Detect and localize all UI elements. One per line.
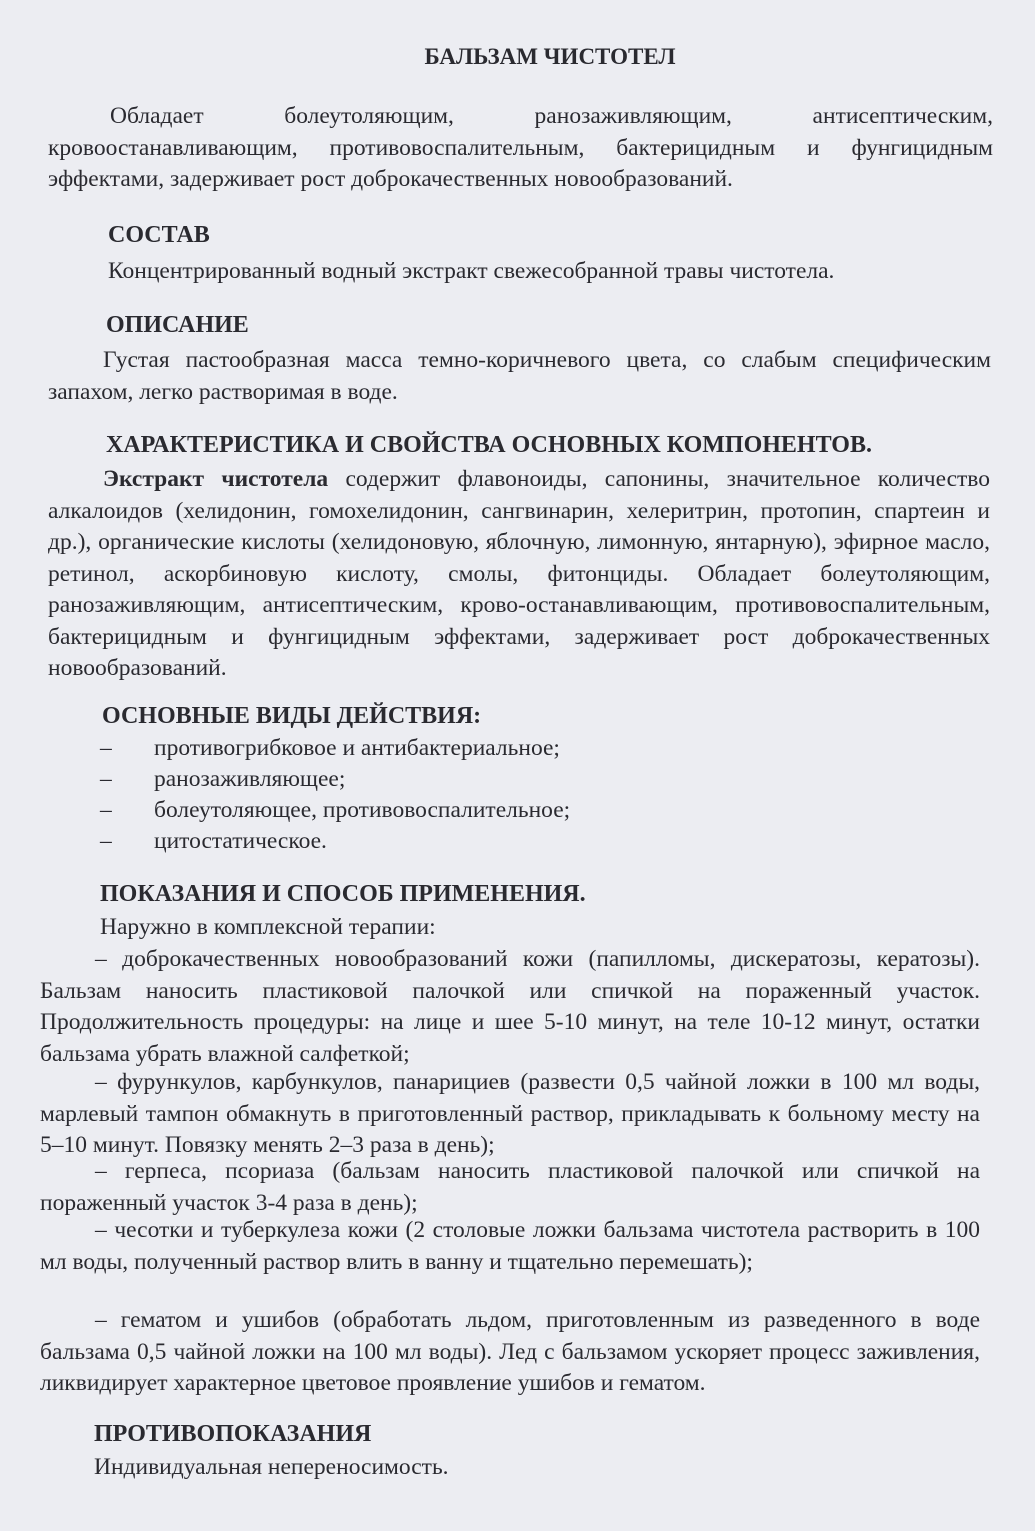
list-item xyxy=(100,826,327,858)
harakteristika-body: содержит флавоноиды, сапонины, значительное количество алкалоидов (хелидонин, гомохелидонин, сангвинарин, хелеритрин, протопин, спартеин и др.), органические кислоты (хелидоновую, яблочную, лимонную, янтарную), эфирное масло, ретинол, аскорбиновую кислоту, смолы, фитонциды. Обладает болеутоляющим, ранозаживляющим, антисептическим, крово-останавливающим, противовоспалительным, бактерицидным и фунгицидным эффектами, задерживает рост доброкачественных новообразований. xyxy=(48,466,990,681)
pokazaniya-intro: Наружно в комплексной терапии: xyxy=(100,914,436,940)
pokazaniya-heading: ПОКАЗАНИЯ И СПОСОБ ПРИМЕНЕНИЯ. xyxy=(100,881,586,907)
pokazaniya-item-1: – доброкачественных новообразований кожи (папилломы, дискератозы, кератозы). Бальзам наносить пластиковой палочкой или спичкой на пораженный участок. Продолжительность процедуры: на лице и шее 5-10 минут, на теле 10-12 минут, остатки бальзама убрать влажной салфеткой; xyxy=(40,946,980,1067)
list-item xyxy=(100,764,345,796)
protivopokazaniya-heading: ПРОТИВОПОКАЗАНИЯ xyxy=(94,1421,372,1447)
list-dash: – xyxy=(100,766,112,792)
protivopokazaniya-text: Индивидуальная непереносимость. xyxy=(94,1454,449,1480)
list-item xyxy=(100,795,570,827)
pokazaniya-item-4: – чесотки и туберкулеза кожи (2 столовые ложки бальзама чистотела растворить в 100 мл воды, полученный раствор влить в ванну и тщательно перемешать); xyxy=(40,1217,980,1275)
list-item xyxy=(100,733,560,765)
harakteristika-text xyxy=(48,464,990,685)
list-dash: – xyxy=(100,735,112,761)
sostav-text: Концентрированный водный экстракт свежесобранной травы чистотела. xyxy=(108,258,835,284)
pokazaniya-item-3: – герпеса, псориаза (бальзам наносить пластиковой палочкой или спичкой на пораженный участок 3-4 раза в день); xyxy=(40,1158,980,1216)
harakteristika-heading: ХАРАКТЕРИСТИКА И СВОЙСТВА ОСНОВНЫХ КОМПОНЕНТОВ. xyxy=(106,432,872,458)
opisanie-heading: ОПИСАНИЕ xyxy=(106,312,249,338)
extract-lead: Экстракт чистотела xyxy=(103,466,329,492)
opisanie-text: Густая пастообразная масса темно-коричневого цвета, со слабым специфическим запахом, легко растворимая в воде. xyxy=(48,347,991,405)
intro-paragraph: Обладает болеутоляющим, ранозаживляющим, антисептическим, кровоостанавливающим, противовоспалительным, бактерицидным и фунгицидным эффектами, задерживает рост доброкачественных новообразований. xyxy=(48,103,993,192)
list-item-text: ранозаживляющее; xyxy=(154,766,346,792)
list-dash: – xyxy=(100,828,112,854)
list-dash: – xyxy=(100,797,112,823)
list-item-text: болеутоляющее, противовоспалительное; xyxy=(154,797,571,823)
pokazaniya-item-2: – фурункулов, карбункулов, панарициев (развести 0,5 чайной ложки в 100 мл воды, марлевый тампон обмакнуть в приготовленный раствор, прикладывать к больному месту на 5–10 минут. Повязку менять 2–3 раза в день); xyxy=(40,1069,980,1158)
deystviya-heading: ОСНОВНЫЕ ВИДЫ ДЕЙСТВИЯ: xyxy=(102,703,482,729)
list-item-text: противогрибковое и антибактериальное; xyxy=(154,735,560,761)
list-item-text: цитостатическое. xyxy=(154,828,327,854)
pokazaniya-item-5: – гематом и ушибов (обработать льдом, приготовленным из разведенного в воде бальзама 0,5 чайной ложки на 100 мл воды). Лед с бальзамом ускоряет процесс заживления, ликвидирует характерное цветовое проявление ушибов и гематом. xyxy=(40,1307,980,1396)
sostav-heading: СОСТАВ xyxy=(108,222,210,248)
document-title: БАЛЬЗАМ ЧИСТОТЕЛ xyxy=(424,44,676,69)
